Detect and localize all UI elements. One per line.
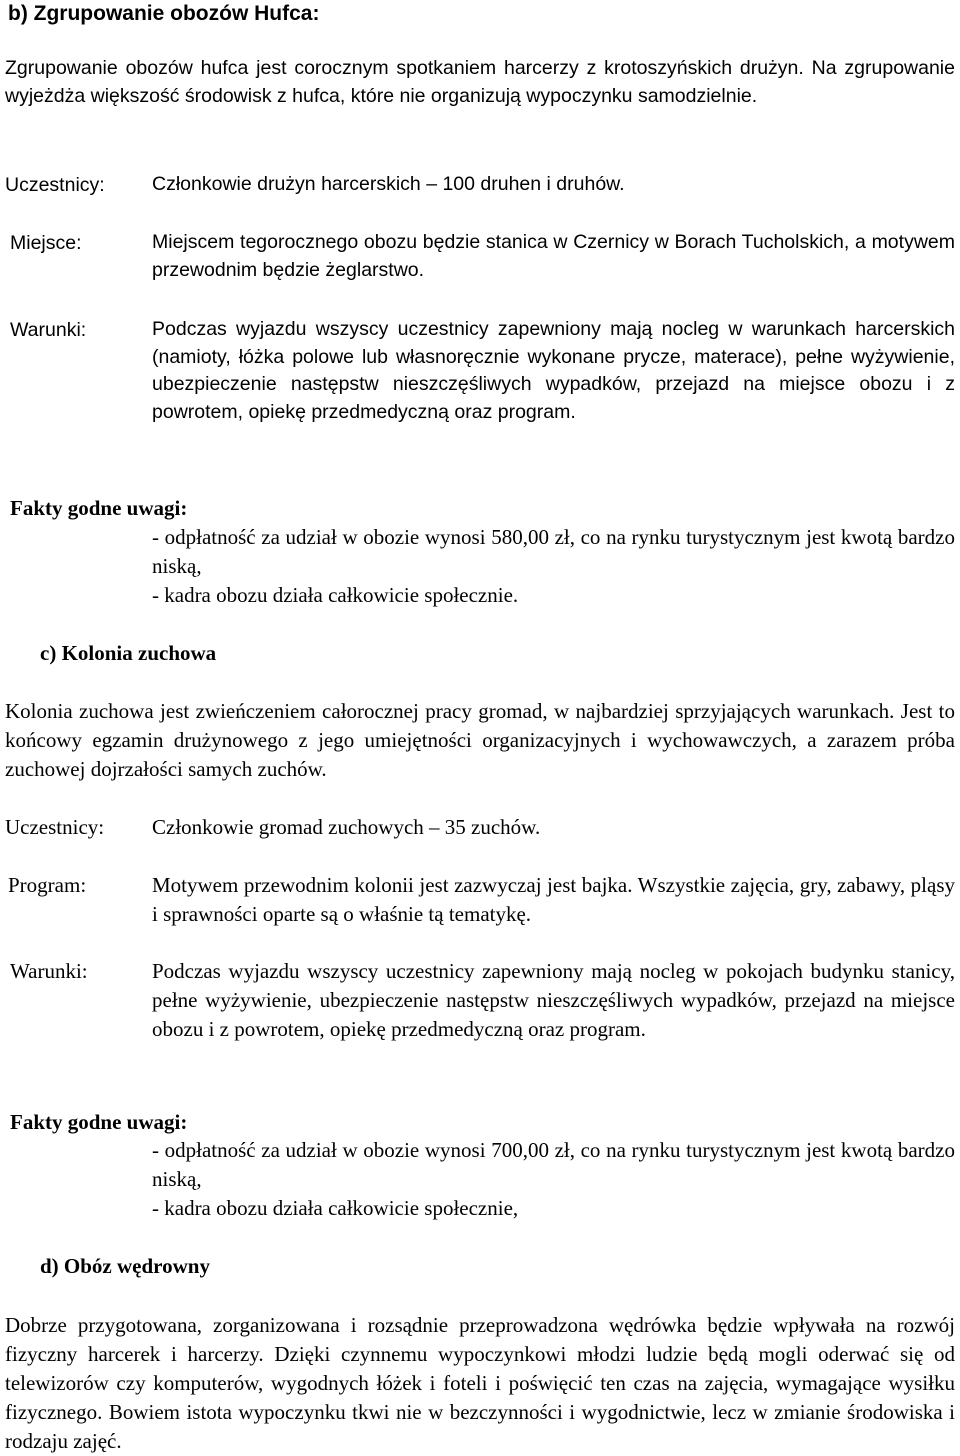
section-c-program-label: Program: — [8, 873, 87, 897]
section-c-facts-title: Fakty godne uwagi: — [10, 1110, 188, 1134]
section-b-place-text: Miejscem tegorocznego obozu będzie stanica w Czernicy w Borach Tucholskich, a motywem przewodnim będzie żeglarstwo. — [152, 231, 955, 281]
section-c-participants-label: Uczestnicy: — [5, 815, 105, 839]
section-b-conditions-label: Warunki: — [10, 319, 87, 341]
section-b-place-label: Miejsce: — [10, 232, 82, 254]
section-c-participants-text: Członkowie gromad zuchowych – 35 zuchów. — [152, 815, 541, 839]
section-b-conditions-text: Podczas wyjazdu wszyscy uczestnicy zapewniony mają nocleg w warunkach harcerskich (namioty, łóżka polowe lub własnoręcznie wykonane prycze, materace), pełne wyżywienie, ubezpieczenie następstw nieszczęśliwych wypadków, przejazd na miejsce obozu i z powrotem, opiekę przedmedyczną oraz program. — [152, 318, 955, 423]
section-b-facts-title: Fakty godne uwagi: — [10, 496, 188, 520]
section-b-heading: b) Zgrupowanie obozów Hufca: — [8, 2, 320, 25]
section-d-intro: Dobrze przygotowana, zorganizowana i rozsądnie przeprowadzona wędrówka będzie wpływała na rozwój fizyczny harcerek i harcerzy. Dzięki czynnemu wypoczynkowi młodzi ludzie będą mogli oderwać się od telewizorów czy komputerów, wygodnych łóżek i foteli i poświęcić ten czas na zajęcia, wymagające wysiłku fizycznego. Bowiem istota wypoczynku tkwi nie w bezczynności i wygodnictwie, lecz w zmianie środowiska i rodzaju zajęć. — [5, 1313, 955, 1453]
section-c-program-text: Motywem przewodnim kolonii jest zazwyczaj jest bajka. Wszystkie zajęcia, gry, zabawy, pląsy i sprawności oparte są o właśnie tą tematykę. — [152, 873, 955, 926]
section-c-conditions-text: Podczas wyjazdu wszyscy uczestnicy zapewniony mają nocleg w pokojach budynku stanicy, pełne wyżywienie, ubezpieczenie następstw nieszczęśliwych wypadków, przejazd na miejsce obozu i z powrotem, opiekę przedmedyczną oraz program. — [152, 959, 955, 1041]
section-c-heading: c) Kolonia zuchowa — [40, 641, 217, 665]
section-c-conditions-label: Warunki: — [10, 959, 88, 983]
section-b-intro: Zgrupowanie obozów hufca jest corocznym spotkaniem harcerzy z krotoszyńskich drużyn. Na zgrupowanie wyjeżdża większość środowisk z hufca, które nie organizują wypoczynku samodzielnie. — [5, 57, 955, 107]
section-d-heading: d) Obóz wędrowny — [40, 1254, 210, 1278]
section-c-fact-2: - kadra obozu działa całkowicie społecznie, — [152, 1196, 519, 1220]
section-b-participants-label: Uczestnicy: — [5, 174, 105, 196]
section-b-fact-1: - odpłatność za udział w obozie wynosi 580,00 zł, co na rynku turystycznym jest kwotą bardzo niską, — [152, 525, 955, 578]
section-b-participants-text: Członkowie drużyn harcerskich – 100 druhen i druhów. — [152, 173, 625, 195]
section-c-intro: Kolonia zuchowa jest zwieńczeniem całorocznej pracy gromad, w najbardziej sprzyjających warunkach. Jest to końcowy egzamin drużynowego z jego umiejętności organizacyjnych i wychowawczych, a zarazem próba zuchowej dojrzałości samych zuchów. — [5, 699, 955, 781]
section-b-fact-2: - kadra obozu działa całkowicie społecznie. — [152, 583, 519, 607]
section-c-fact-1: - odpłatność za udział w obozie wynosi 700,00 zł, co na rynku turystycznym jest kwotą bardzo niską, — [152, 1138, 955, 1191]
